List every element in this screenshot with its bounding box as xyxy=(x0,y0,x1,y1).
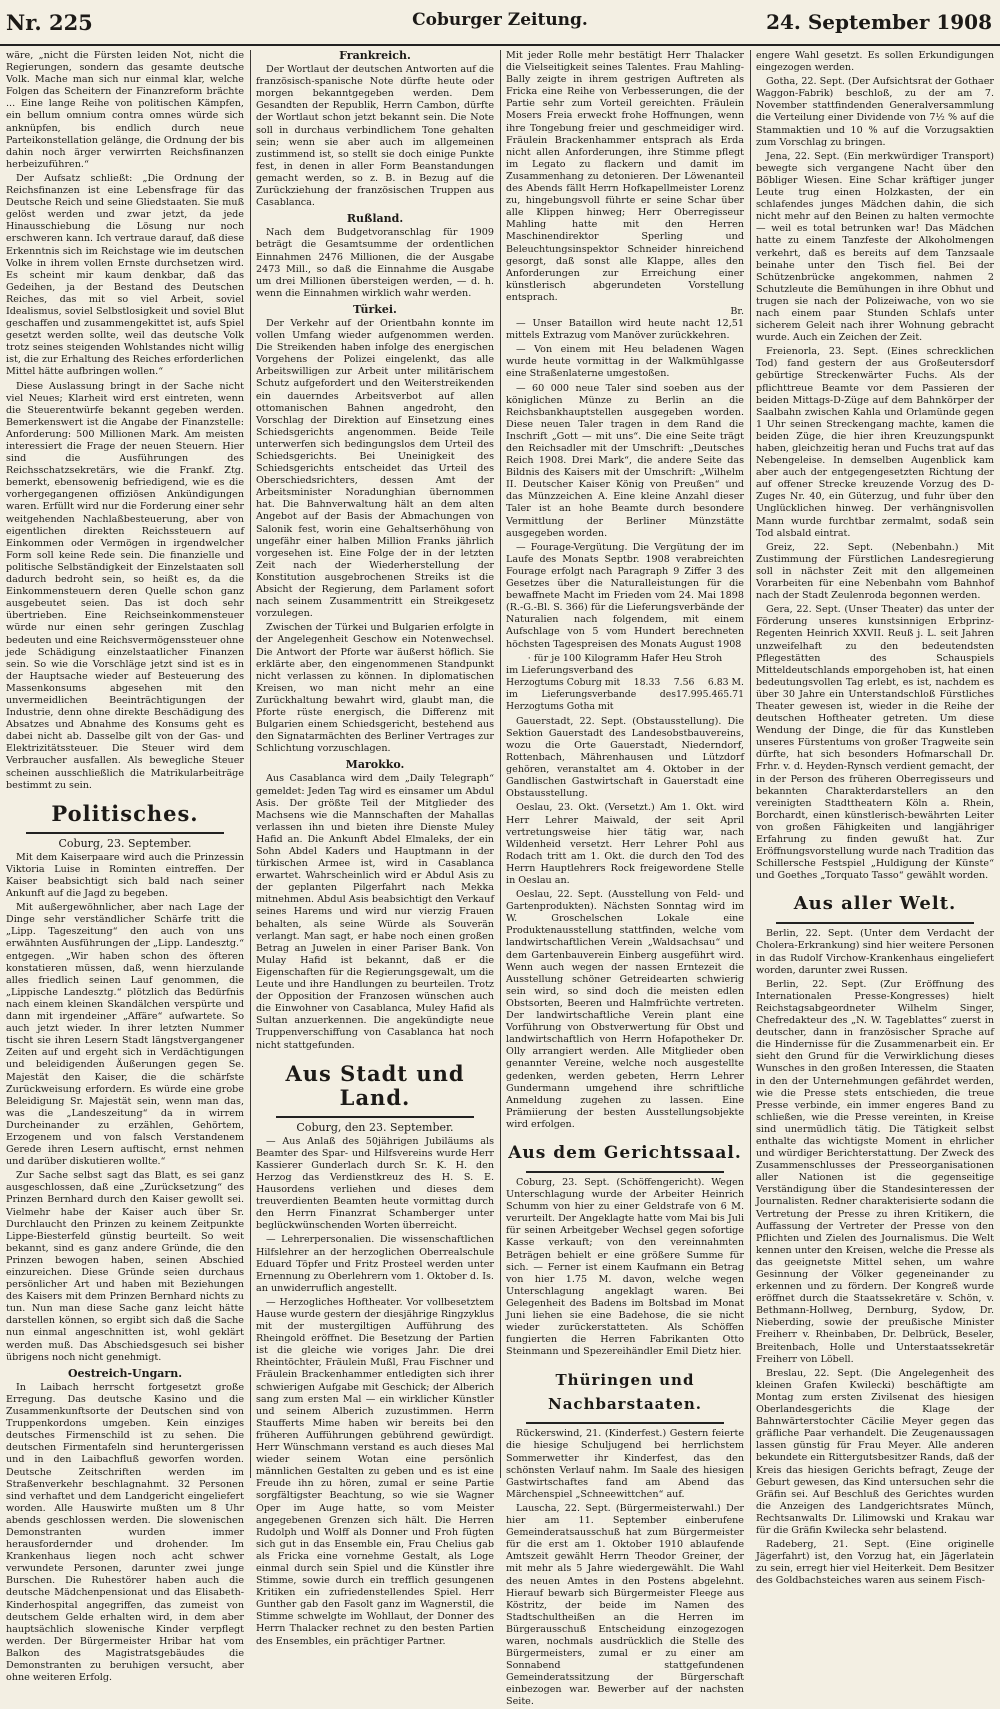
subheading-oesterreich: Oestreich-Ungarn. xyxy=(67,1366,183,1380)
price-straw: 6.83 M. xyxy=(707,676,744,688)
issue-date: 24. September 1908 xyxy=(766,10,992,34)
subheading-russland: Rußland. xyxy=(346,212,404,226)
section-heading-gerichtssaal: Aus dem Gerichtssaal. xyxy=(508,1142,742,1163)
section-heading-politisches: Politisches. xyxy=(51,800,199,826)
article-paragraph: Breslau, 22. Sept. (Die Angelegenheit des kleinen Grafen Kwilecki) beschäftigte am Montag zum ersten Zivilsenat des hiesigen Oberlandesgerichts die Klage der Bahnwärterstochter Cäcilie Meyer gegen das gräfliche Paar verhandelt. Die Zeugenaussagen lassen günstig für Frau Meyer. Alle anderen bekundete ein Rittergutsbesitzer Rands, daß der Kreis das hiesigen Gerichts befragt, Zeuge der Geburt gewesen, das Kind untersuchen sehr die Gräfin sei. Auf Beschluß des Gerichtes wurden die Anzeigen des Landgerichtsrates Münch, Rechtsanwalts Dr. Lilimowski und Krakau war für die Gräfin Kwilecka sehr belastend. xyxy=(756,1367,994,1536)
article-paragraph: Der Wortlaut der deutschen Antworten auf die französisch-spanische Note dürfte heute oder morgen bekanntgegeben werden. Dem Gesandten der Republik, Herrn Cambon, dürfte der Wortlaut schon jetzt bekannt sein. Die Note soll in durchaus verbindlichem Tone gehalten sein; wenn sie aber auch im allgemeinen zustimmend ist, so stellt sie doch einige Punkte fest, in denen in aller Form Beanstandungen gemacht werden, so z. B. in Bezug auf die Zurückziehung der französischen Truppen aus Casablanca. xyxy=(256,64,494,209)
article-paragraph: Gotha, 22. Sept. (Der Aufsichtsrat der Gothaer Waggon-Fabrik) beschloß, zu der am 7. November stattfindenden Generalversammlung die Verteilung einer Dividende von 7½ % auf die Stammaktien und 10 % auf die Vorzugsaktien zum Vorschlag zu bringen. xyxy=(756,76,994,148)
article-paragraph: Radeberg, 21. Sept. (Eine originelle Jägerfahrt) ist, den Vorzug hat, ein Jägerlatein zu sein, erregt hier viel Heiterkeit. Dem Besitzer des Goldbachsteiches waren aus seinem Fisch- xyxy=(756,1539,994,1587)
subheading-tuerkei: Türkei. xyxy=(353,302,397,316)
article-paragraph: — Von einem mit Heu beladenen Wagen wurde heute vormittag in der Walkmühlgasse eine Straßenlaterne umgestoßen. xyxy=(506,344,744,380)
article-paragraph: Nach dem Budgetvoranschlag für 1909 beträgt die Gesamtsumme der ordentlichen Einnahmen 2476 Millionen, die der Ausgabe 2473 Mill., so daß die Einnahme die Ausgabe um drei Millionen übersteigen werden, — d. h. wenn die Einnahmen wirklich wahr werden. xyxy=(256,227,494,299)
masthead xyxy=(0,0,1000,46)
article-paragraph: — Lehrerpersonalien. Die wissenschaftlichen Hilfslehrer an der herzoglichen Oberrealschule Eduard Töpfer und Fritz Prosteel werden unter Ernennung zu Oberlehrern vom 1. Oktober d. Is. an unwiderruflich angestellt. xyxy=(256,1234,494,1294)
article-paragraph: — Aus Anlaß des 50jährigen Jubiläums als Beamter des Spar- und Hilfsvereins wurde Herr Kassierer Gunderlach durch Sr. K. H. den Herzog das Verdienstkreuz des H. S. E. Hausordens verliehen und dieses dem treuverdienten Beamten heute vormittag durch den Herrn Finanzrat Schamberger unter beglückwünschenden Worten überreicht. xyxy=(256,1135,494,1232)
price-table-header: · für je 100 Kilogramm Hafer Heu Stroh xyxy=(527,652,723,664)
article-paragraph: Jena, 22. Sept. (Ein merkwürdiger Transport) bewegte sich vergangene Nacht über den Böbliger Wiesen. Eine Schar kräftiger junger Leute trug einen Holzkasten, der ein schlafendes junges Mädchen dahin, die sich nicht mehr auf den Beinen zu halten vermochte — weil es total betrunken war! Das Mädchen hatte zu einem Tanzfeste der Alkoholmengen verkehrt, daß es bereits auf dem Tanzsaale beinahe unter den Tisch fiel. Bei der Schützenbrücke angekommen, nahmen 2 Schutzleute die Bemühungen in ihre Obhut und trugen sie nach der Polizeiwache, von wo sie nach einem paar Stunden Schlafs unter sicherem Geleit nach ihrer Wohnung gebracht wurde. Auch ein Zeichen der Zeit. xyxy=(756,150,994,344)
price-hay: 7.56 xyxy=(673,676,695,688)
price-table-subheader: im Lieferungsverband des xyxy=(506,664,634,676)
article-paragraph: Der Aufsatz schließt: „Die Ordnung der Reichsfinanzen ist eine Lebensfrage für das Deutsche Reich und seine Gliedstaaten. Sie muß gelöst werden und zwar jetzt, da jede Hinausschiebung die Lösung nur noch erschweren kann. Ich vertraue darauf, daß diese Erkenntnis sich im Reichstage wie im deutschen Volke in ihrem vollen Ernste durchsetzen wird. Es scheint mir kaum denkbar, daß das Gedeihen, ja der Bestand des Deutschen Reiches, das mit so viel Arbeit, soviel Idealismus, soviel Selbstlosigkeit und soviel Blut geschaffen und zusammengekittet ist, aufs Spiel gesetzt werden sollte, weil das deutsche Volk trotz seines steigenden Wohlstandes nicht willig ist, die zur Erhaltung des Reiches erforderlichen Mittel hätte aufbringen wollen.“ xyxy=(6,172,244,378)
price-table-row xyxy=(506,689,744,713)
issue-number: Nr. 225 xyxy=(6,10,93,35)
article-paragraph: — Herzogliches Hoftheater. Vor vollbesetztem Hause wurde gestern der diesjährige Ringzyklus mit der mustergiltigen Aufführung des Rheingold eröffnet. Die Besetzung der Partien ist die gleiche wie voriges Jahr. Die drei Rheintöchter, Fräulein Mußl, Frau Fischner und Fräulein Brackenhammer entledigten sich ihrer schwierigen Aufgabe mit Geschick; der Alberich sang zum ersten Mal — ein wirklicher Künstler und seinem Alberich zuzustimmen. Herrn Staufferts Mime haben wir bereits bei den früheren Aufführungen gebührend gewürdigt. Herr Wünschmann verstand es auch dieses Mal wieder seinem Wotan eine persönlich männlichen Gestalten zu geben und es ist eine Freude ihn zu hören, zumal er seine Partie sorgfältigster Beachtung, so wie sie Wagner Oper im Auge hatte, so vom Meister angegebenen Grenzen sich hält. Die Herren Rudolph und Wolff als Donner und Froh fügten sich gut in das Ensemble ein, Frau Chelius gab als Fricka eine vornehme Gestalt, als Loge einmal durch sein Spiel und die Künstler ihre Stimme, sowie durch ein trefflich gesungenen Kritiken ein zufriedenstellendes Spiel. Herr Gunther gab den Fasolt ganz im Wagnerstil, die Stimme schwelgte im Wohllaut, der Donner des Herrn Thalacker rechnet zu den besten Partien des Ensembles, ein prächtiger Partner. xyxy=(256,1296,494,1647)
article-paragraph: — 60 000 neue Taler sind soeben aus der königlichen Münze zu Berlin an die Reichsbankhauptstellen ausgegeben worden. Diese neuen Taler tragen in dem Rand die Inschrift „Gott — mit uns“. Die eine Seite trägt den Reichsadler mit der Umschrift: „Deutsches Reich 1908. Drei Mark“, die andere Seite das Bildnis des Kaisers mit der Umschrift: „Wilhelm II. Deutscher Kaiser König von Preußen“ und das Münzzeichen A. Eine kleine Anzahl dieser Taler ist an hohe Beamte durch besondere Vermittlung der Berliner Münzstätte ausgegeben worden. xyxy=(506,382,744,539)
column-3 xyxy=(503,50,747,1708)
article-paragraph: Oeslau, 23. Okt. (Versetzt.) Am 1. Okt. wird Herr Lehrer Maiwald, der seit April vertretungsweise hier tätig war, nach Wildenheid versetzt. Herr Lehrer Pohl aus Rodach tritt am 1. Okt. die durch den Tod des Herrn Hauptlehrers Rock freigewordene Stelle in Oeslau an. xyxy=(506,802,744,886)
column-divider xyxy=(250,50,251,1478)
price-oats: 17.99 xyxy=(675,688,703,700)
section-heading-rule xyxy=(526,1171,724,1173)
row-label: im Lieferungsverbande des Herzogtums Gotha mit xyxy=(506,688,676,712)
article-paragraph: In Laibach herrscht fortgesetzt große Erregung. Das deutsche Kasino und die Zusammenkunftsorte der Deutschen sind von Truppenkordons umgeben. Kein einziges deutsches Firmenschild ist zu sehen. Die deutschen Firmentafeln sind heruntergerissen und in den Laibachfluß geworfen worden. Deutsche Zeitschriften werden im Straßenverkehr beschlagnahmt. 32 Personen sind verhaftet und dem Landgericht eingeliefert worden. Alle Hauswirte mußten um 8 Uhr abends geschlossen werden. Die slowenischen Demonstranten wurden immer herausfordernder und drohender. Im Krankenhaus liegen noch acht schwer verwundete Personen, darunter zwei junge Burschen. Die Ruhestörer haben auch die deutsche Mädchenpensionat und das Elisabeth-Kinderhospital angegriffen, das zumeist von deutschem Gelde erhalten wird, in dem aber hauptsächlich slowenische Kinder verpflegt werden. Der Bürgermeister Hribar hat vom Balkon des Magistratsgebäudes die Demonstranten zu beruhigen versucht, aber ohne weiteren Erfolg. xyxy=(6,1381,244,1684)
price-oats: 18.33 xyxy=(633,676,661,688)
row-label: Herzogtums Coburg mit xyxy=(506,676,621,688)
section-heading-rule xyxy=(26,832,224,834)
section-heading-thueringen: Thüringen und Nachbarstaaten. xyxy=(548,1371,702,1414)
article-paragraph: Lauscha, 22. Sept. (Bürgermeisterwahl.) Der hier am 11. September einberufene Gemeinderatsausschuß hat zum Bürgermeister für die erst am 1. Oktober 1910 ablaufende Amtszeit gewählt Herrn Theodor Greiner, der mit mehr als 5 Jahre wiedergewählt. Die Wahl des neuen Amtes in den Postens abgelehnt. Hierauf bewarb sich Bürgermeister Fleege aus Köstritz, der beide im Namen des Stadtschultheißen an die Herren im Bürgerausschuß Entscheidung einzogezogen waren, nochmals ausdrücklich die Stelle des Bürgermeisters, zumal er zu einer am Sonnabend stattgefundenen Gemeinderatssitzung der Bürgerschaft einbezogen war. Bewerber auf der nachsten Seite. xyxy=(506,1502,744,1708)
price-table xyxy=(506,653,744,713)
article-paragraph: Berlin, 22. Sept. (Unter dem Verdacht der Cholera-Erkrankung) sind hier weitere Personen in das Rudolf Virchow-Krankenhaus eingeliefert worden, darunter zwei Russen. xyxy=(756,928,994,976)
article-paragraph: wäre, „nicht die Fürsten leiden Not, nicht die Regierungen, sondern das gesamte deutsche Volk. Mache man sich nur einmal klar, welche Folgen das Scheitern der Finanzreform brächte ... Eine lange Reihe von politischen Kämpfen, ein bellum omnium contra omnes würde sich anknüpfen, bis endlich durch neue Parteikonstellation gelänge, die Ordnung der bis dahin noch ärger verwirrten Reichsfinanzen herbeizuführen.“ xyxy=(6,50,244,170)
column-1 xyxy=(3,50,247,1684)
article-paragraph: Mit jeder Rolle mehr bestätigt Herr Thalacker die Vielseitigkeit seines Talentes. Frau Mahling-Bally zeigte in ihrem gestrigen Auftreten als Fricka eine Reihe von Verbesserungen, die der Partie sehr zum Vorteil gereichten. Fräulein Mosers Freia erweckt frohe Hoffnungen, wenn ihre Tongebung freier und geschmeidiger wird. Fräulein Brackenhammer entsprach als Erda nicht allen Anforderungen, ihre Stimme pflegt im Legato zu flackern und damit im Zusammenhang zu detonieren. Der Löwenanteil des Abends fällt Herrn Hofkapellmeister Lorenz zu, hingebungsvoll führte er seine Schar über alle Klippen hinweg; Herr Oberregisseur Mahling hatte mit den Herren Maschinendirektor Sperling und Beleuchtungsinspektor Schneider hinreichend gesorgt, daß sonst alle Klappe, alles den Anforderungen zur Erreichung einer künstlerisch abgerundeten Vorstellung entsprach. xyxy=(506,50,744,303)
article-paragraph: Coburg, 23. Sept. (Schöffengericht). Wegen Unterschlagung wurde der Arbeiter Heinrich Schumm von hier zu einer Geldstrafe von 6 M. verurteilt. Der Angeklagte hatte vom Mai bis Juli für seinen Arbeitgeber Wechsel gegen sofortige Kasse verkauft; von den vereinnahmten Beträgen behielt er eine größere Summe für sich. — Ferner ist einem Kaufmann ein Betrag von hier 1.75 M. davon, welche wegen Unterschlagung angeklagt waren. Bei Gelegenheit des Badens im Boltsbad im Monat Juni liehen sie eine Badehose, die sie nicht wieder zurückerstatteten. Als Schöffen fungierten die Herren Fabrikanten Otto Steinmann und Spezereihändler Emil Dietz hier. xyxy=(506,1176,745,1358)
column-divider xyxy=(750,50,751,1478)
newspaper-title: Coburger Zeitung. xyxy=(412,10,588,30)
column-2 xyxy=(253,49,497,1647)
article-paragraph: Zwischen der Türkei und Bulgarien erfolgte in der Angelegenheit Geschow ein Notenwechsel. Die Antwort der Pforte war äußerst höflich. Sie erklärte aber, den eingenommenen Standpunkt nicht verlassen zu können. In diplomatischen Kreisen, wo man nicht mehr an eine Zurückhaltung bewahrt wird, glaubt man, die Pforte rüste energisch, die Differenz mit Bulgarien einem Schiedsgericht, bestehend aus den Signatarmächten des Berliner Vertrages zur Schlichtung vorzuschlagen. xyxy=(256,622,494,755)
price-hay: 5.46 xyxy=(702,688,724,700)
subheading-marokko: Marokko. xyxy=(345,758,405,772)
article-paragraph: Berlin, 22. Sept. (Zur Eröffnung des Internationalen Presse-Kongresses) hielt Reichstagsabgeordneter Wilhelm Singer, Chefredakteur des „N. W. Tageblattes“ zuerst in deutscher, dann in französischer Sprache auf die Hindernisse für die Zusammenarbeit ein. Er sieht den Grund für die Verwirklichung dieses Wunsches in den großen Interessen, die Staaten in den der Unternehmungen gefährdet werden, wie die Presse stets entschieden, die treue Presse verbinde, ein immer engeres Band zu schließen, wie die Presse vereinten, in Kreise sind unermüdlich tätig. Die Tätigkeit selbst enthalte das wichtigste Moment in ehrlicher und würdiger Berichterstattung. Der Zweck des Zusammenschlusses der Presseorganisationen aller Nationen ist die gegenseitige Verständigung über die Standesinteressen der Journalisten. Redner charakterisierte sodann die Vertretung der Presse zu ihren Kritikern, die Auffassung der Vertreter der Presse von den Pflichten und Zielen des Journalismus. Die Welt kennen unter den Kreisen, welche die Presse als das geeignetste Mittel sehen, um wahre Gesinnung der Völker gegeneinander zu erkennen und zu fördern. Der Kongreß wurde eröffnet durch die Staatssekretäre v. Schön, v. Bethmann-Hollweg, Dernburg, Sydow, Dr. Nieberding, sowie der preußische Minister Freiherr v. Rheinbaben, Dr. Delbrück, Beseler, Breitenbach, Holle und Unterstaatssekretär Freiherr von Löbell. xyxy=(756,978,994,1365)
article-paragraph: Rückerswind, 21. (Kinderfest.) Gestern feierte die hiesige Schuljugend bei herrlichstem Sommerwetter ihr Kinderfest, das den schönsten Verlauf nahm. Im Saale des hiesigen Gastwirtschaftes fand am Abend das Märchenspiel „Schneewittchen“ auf. xyxy=(506,1428,744,1500)
article-paragraph: Oeslau, 22. Sept. (Ausstellung von Feld- und Gartenprodukten). Nächsten Sonntag wird im W. Groschelschen Lokale eine Produktenausstellung stattfinden, welche vom landwirtschaftlichen Verein „Waldsachsau“ und dem Gartenbauverein Einberg ausgeführt wird. Wenn auch wegen der nassen Erntezeit die Ausstellung schöner Getreidearten schwierig sein wird, so sind doch die meisten edlen Obstsorten, Beeren und Halmfrüchte vertreten. Der landwirtschaftliche Verein plant eine Vorführung von Obstverwertung für Obst und landwirtschaftlich von Herrn Hofapotheker Dr. Olly arrangiert werden. Alle Mitglieder oben genannter Vereine, welche noch ausgestellte gedenken, werden gebeten, Herrn Lehrer Gundermann umgehend ihre schriftliche Anmeldung zugehen zu lassen. Eine Prämiierung der besten Ausstellungsobjekte wird erfolgen. xyxy=(506,889,744,1130)
column-4 xyxy=(753,50,997,1587)
section-heading-aller-welt: Aus aller Welt. xyxy=(793,893,957,915)
article-paragraph: — Unser Bataillon wird heute nacht 12,51 mittels Extrazug vom Manöver zurückkehren. xyxy=(506,318,744,342)
dateline: Coburg, den 23. September. xyxy=(296,1120,454,1134)
article-paragraph: Freienorla, 23. Sept. (Eines schrecklichen Tod) fand gestern der aus Großeutersdorf gebürtige Streckenwärter Fuchs. Als der pflichttreue Beamte vor dem Passieren der beiden Mittags-D-Züge auf dem Bahnkörper der Saalbahn zwischen Kahla und Orlamünde gegen 1 Uhr seinen Streckengang machte, kamen die beiden Züge, die hier ihren Kreuzungspunkt haben, gleichzeitig heran und Fuchs trat auf das Nebengeleise. In demselben Augenblick kam aber auch der entgegengesetzten Richtung der auf offener Strecke kreuzende Vorzug des D-Zuges Nr. 40, ein Güterzug, und fuhr über den Unglücklichen hinweg. Der verhängnisvollen Mann wurde furchtbar zermalmt, sodaß sein Tod alsbald eintrat. xyxy=(756,346,994,539)
article-paragraph: Mit dem Kaiserpaare wird auch die Prinzessin Viktoria Luise in Rominten eintreffen. Der Kaiser beabsichtigt sich bald nach seiner Ankunft auf die Jagd zu begeben. xyxy=(6,851,244,900)
price-straw: 5.71 xyxy=(723,688,744,700)
section-heading-stadt-land: Aus Stadt und Land. xyxy=(285,1060,465,1110)
article-paragraph: engere Wahl gesetzt. Es sollen Erkundigungen eingezogen werden. xyxy=(756,50,994,74)
article-paragraph: Greiz, 22. Sept. (Nebenbahn.) Mit Zustimmung der Fürstlichen Landesregierung soll in nächster Zeit mit den allgemeinen Vorarbeiten für eine Nebenbahn vom Bahnhof nach der Stadt Zeulenroda begonnen werden. xyxy=(756,541,994,602)
author-signature: Br. xyxy=(730,305,744,317)
article-paragraph: Gauerstadt, 22. Sept. (Obstausstellung). Die Sektion Gauerstadt des Landesobstbauvereins, wozu die Orte Gauerstadt, Niederndorf, Rottenbach, Mährenhausen und Lützdorf gehören, veranstaltet am 4. Oktober in der Gandlischen Gastwirtschaft in Gauerstadt eine Obstausstellung. xyxy=(506,715,744,800)
article-paragraph: — Fourage-Vergütung. Die Vergütung der im Laufe des Monats Septbr. 1908 verabreichten Fourage erfolgt nach Paragraph 9 Ziffer 3 des Gesetzes über die Naturalleistungen für die bewaffnete Macht im Frieden vom 24. Mai 1898 (R.-G.-Bl. S. 366) für die Lieferungsverbände der Naturalien nach folgendem, mit einem Aufschlage von 5 vom Hundert berechneten höchsten Tagespreisen des Monats August 1908 xyxy=(506,541,744,650)
article-paragraph: Mit außergewöhnlicher, aber nach Lage der Dinge sehr verständlicher Schärfe tritt die „Lipp. Tageszeitung“ den auch von uns erwähnten Ausführungen der „Lipp. Landesztg.“ entgegen. „Wir haben schon des öfteren konstatieren müssen, daß, wenn hierzulande alles friedlich seinen Lauf genommen, die „Lippische Landesztg.“ plötzlich das Bedürfnis nach einem kleinen Skandälchen verspürte und dann mit irgendeiner „Affäre“ aufwartete. So auch jetzt wieder. In ihrer letzten Nummer tischt sie ihren Lesern Stadt längstvergangener Zeiten auf und ergeht sich in Verdächtigungen und beleidigenden Äußerungen gegen Se. Majestät den Kaiser, die die schärfste Zurückweisung erfordern. Es würde eine grobe Beleidigung Sr. Majestät sein, wenn man das, was die „Landeszeitung“ da in wirrem Durcheinander zu erzählen, Gehörtem, Erzogenem und von falsch Verstandenem Gerede ihren Lesern auftischt, ernst nehmen und darüber diskutieren wollte.“ xyxy=(6,902,244,1168)
price-table-row xyxy=(506,677,744,689)
dateline: Coburg, 23. September. xyxy=(58,836,192,850)
section-heading-rule xyxy=(776,922,974,924)
article-paragraph: Diese Auslassung bringt in der Sache nicht viel Neues; Klarheit wird erst eintreten, wenn die Steuerentwürfe bekannt gegeben werden. Bemerkenswert ist die Angabe der Finanzstelle: Anforderung: 500 Millionen Mark. Am meisten interessiert die Frage der neuen Steuern. Hier sind die Ausführungen des Reichsschatzsekretärs, wie die Frankf. Ztg. bemerkt, ebensowenig befriedigend, wie es die vorhergegangenen offiziösen Ankündigungen waren. Erfüllt wird nur die Forderung einer sehr weitgehenden Nachlaßbesteuerung, aber von eigentlichen direkten Reichssteuern auf Einkommen oder Vermögen in irgendwelcher Form soll keine Rede sein. Die finanzielle und politische Selbständigkeit der Einzelstaaten soll dadurch bedroht sein, so heißt es, da die Einkommensteuern deren Quelle schon ganz ausgebeutet seien. Das ist doch sehr übertrieben. Eine Reichseinkommensteuer würde nur einen sehr geringen Zuschlag bedeuten und eine Reichsvermögenssteuer ohne jede Schädigung einzelstaatlicher Finanzen sein. So wie die Vorschläge jetzt sind ist es in der Hauptsache wieder auf Besteuerung des Massenkonsums abgesehen mit den unvermeidlichen Beeinträchtigungen der Industrie, denn ohne direkte Beschädigung des Absatzes und Abnahme des Konsums geht es dabei nicht ab. Dasselbe gilt von der Gas- und Elektrizitätssteuer. Die Steuer wird dem Verbraucher ausfallen. Als bewegliche Steuer scheinen ausschließlich die Matrikularbeiträge bestimmt zu sein. xyxy=(6,380,244,791)
article-paragraph: Aus Casablanca wird dem „Daily Telegraph“ gemeldet: Jeden Tag wird es einsamer um Abdul Asis. Der größte Teil der Mitglieder des Machsens wie die Mannschaften der Mahallas verlassen ihn und bieten ihre Dienste Muley Hafid an. Die Ankunft Abdel Elmaleks, der ein Sohn Abdel Kaders und Hauptmann in der türkischen Armee ist, wird in Casablanca erwartet. Wahrscheinlich wird er Abdul Asis zu der geplanten Pilgerfahrt nach Mekka mitnehmen. Abdul Asis beabsichtigt den Verkauf seines Harems und wird nur vierzig Frauen behalten, als seine Würde als Souverän verlangt. Man sagt, er habe noch einen großen Betrag an Juwelen in einer Pariser Bank. Von Mulay Hafid ist bekannt, daß er die Eigenschaften für die Regierungsgewalt, um die Leute und ihre Handlungen zu beurteilen. Trotz der Opposition der Franzosen wünschen auch die Einwohner von Casablanca, Muley Hafid als Sultan anzuerkennen. Die angekündigte neue Truppenverschiffung von Casablanca hat noch nicht stattgefunden. xyxy=(256,773,494,1051)
section-heading-rule xyxy=(276,1116,474,1118)
section-heading-rule xyxy=(526,1422,724,1424)
subheading-frankreich: Frankreich. xyxy=(339,49,411,62)
column-divider xyxy=(500,50,501,1478)
article-paragraph: Gera, 22. Sept. (Unser Theater) das unter der Förderung unseres kunstsinnigen Erbprinz-Regenten Heinrich XXVII. Reuß j. L. seit Jahren unzweifelhaft zu den bedeutendsten Pflegestätten des Schauspiels Mitteldeutschlands emporgehoben ist, hat einen bedeutungsvollen Tag erlebt, es ist, nachdem es über 30 Jahre ein Unterstandschloß Fürstliches Theater gewesen ist, wieder in die Reihe der deutschen Hoftheater getreten. Um diese Wendung der Dinge, die für das Kunstleben unseres Fürstentums von großer Tragweite sein dürfte, hat sich besonders Hofmarschall Dr. Frhr. v. d. Heyden-Rynsch verdient gemacht, der in der Person des früheren Oberregisseurs und bekannten Charakterdarstellers an den vereinigten Stadttheatern Köln a. Rhein, Borchardt, einen künstlerisch-bewährten Leiter von großen Fähigkeiten und langjähriger Erfahrung zu finden gewußt hat. Zur Eröffnungsvorstellung wurde nach Tradition das Schillersche Festspiel „Huldigung der Künste“ und Goethes „Torquato Tasso“ gewählt worden. xyxy=(756,604,994,882)
article-paragraph: Der Verkehr auf der Orientbahn konnte im vollen Umfang wieder aufgenommen werden. Die Streikenden haben infolge des energischen Vorgehens der Polizei eingelenkt, das alle Arbeitswilligen zur Arbeit unter militärischem Schutz aufgefordert und den Weiterstreikenden ein dauerndes Arbeitsverbot auf allen ottomanischen Bahnen angedroht, den Vorschlag der Direktion auf Einsetzung eines Schiedsgerichts angenommen. Beide Teile unterwerfen sich bedingungslos dem Urteil des Schiedsgerichts. Bei Uneinigkeit des Schiedsgerichts entscheidet das Urteil des Oberschiedsrichters, dessen Amt der Arbeitsminister Noradunghian übernommen hat. Die Bahnverwaltung hält an dem alten Angebot auf der Basis der Abmachungen von Salonik fest, worin eine Gehaltserhöhung von ungefähr einer halben Million Franks jährlich vorgesehen ist. Eine Folge der in der letzten Zeit nach der Wiederherstellung der Konstitution ausgebrochenen Streiks ist die Absicht der Regierung, dem Parlament sofort nach seinem Zusammentritt ein Streikgesetz vorzulegen. xyxy=(256,317,494,620)
article-paragraph: Zur Sache selbst sagt das Blatt, es sei ganz ausgeschlossen, daß eine „Zurücksetzung“ des Prinzen Bernhard durch den Kaiser gewollt sei. Vielmehr habe der Kaiser auch über Sr. Durchlaucht den Prinzen zu keinem Zeitpunkte Lippe-Biesterfeld günstig beurteilt. So weit bekannt, sind es ganz andere Gründe, die den Prinzen bewogen haben, seinen Abschied einzureichen. Diese Gründe seien durchaus persönlicher Art und haben mit Beziehungen des Kaisers mit dem Prinzen Bernhard nichts zu tun. Nun man diese Sache ganz leicht hätte darstellen können, so ergibt sich daß die Sache nun einmal angeschnitten ist, wohl geklärt werden muß. Das Abschiedsgesuch sei bisher übrigens noch nicht genehmigt. xyxy=(6,1170,244,1363)
